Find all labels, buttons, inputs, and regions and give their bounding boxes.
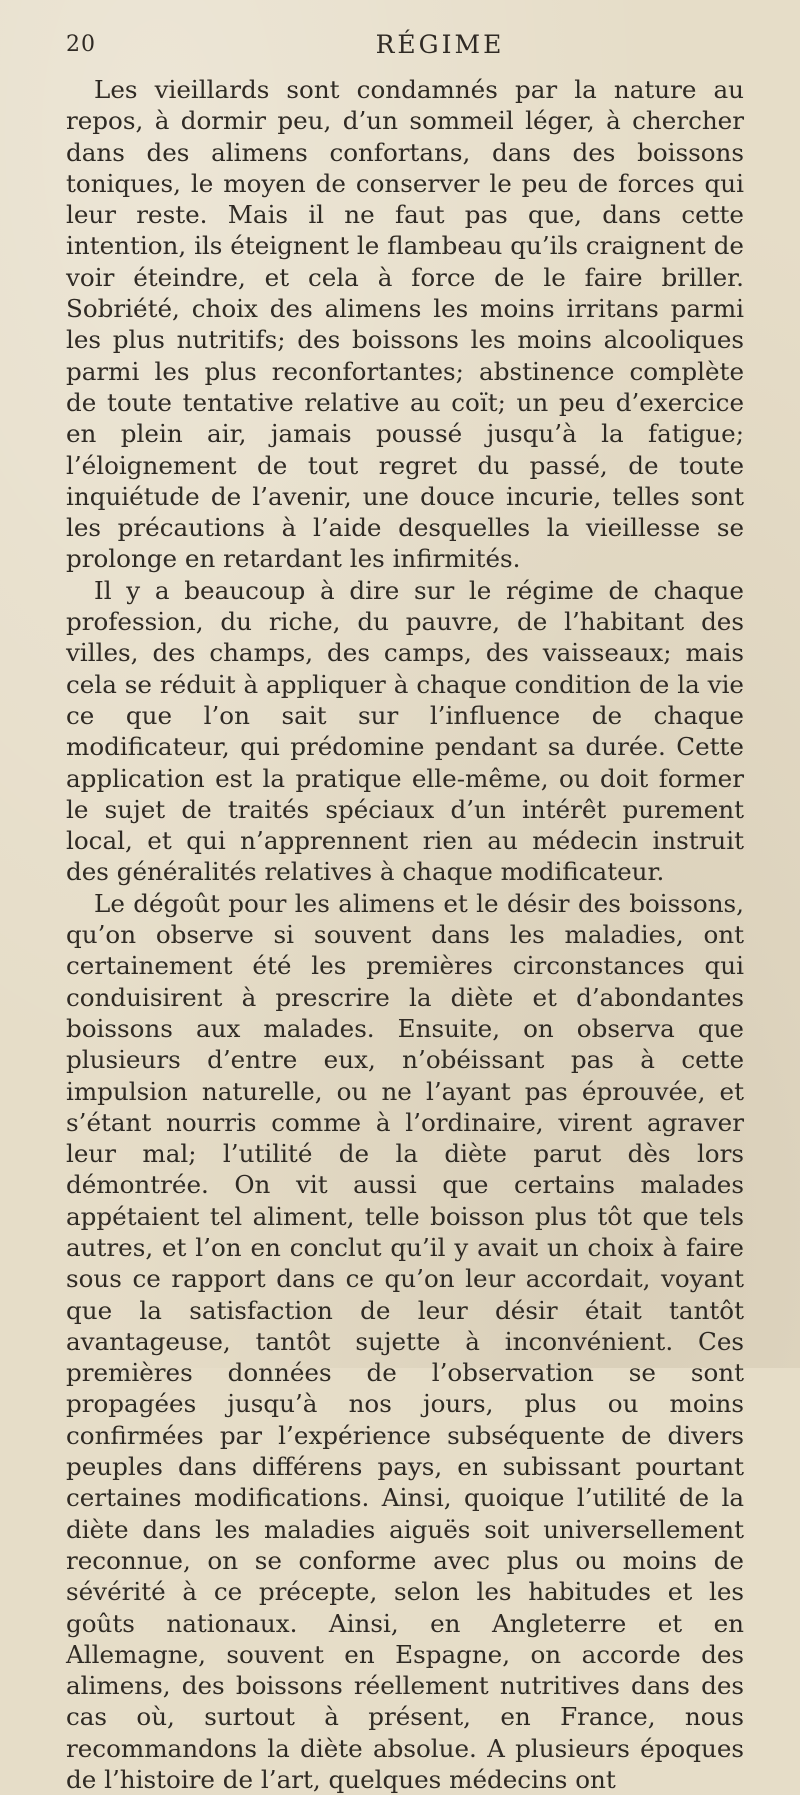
page-number: 20 (66, 32, 96, 57)
body-text (66, 74, 744, 1795)
paragraph-3: Le dégoût pour les alimens et le désir des boissons, qu’on observe si souvent dans les maladies, ont certainement été les premières circonstances qui conduisirent à prescrire la diète et d’abondantes boissons aux malades. Ensuite, on observa que plusieurs d’entre eux, n’obéissant pas à cette impulsion naturelle, ou ne l’ayant pas éprouvée, et s’étant nourris comme à l’ordinaire, virent agraver leur mal; l’utilité de la diète parut dès lors démontrée. On vit aussi que certains malades appétaient tel aliment, telle boisson plus tôt que tels autres, et l’on en conclut qu’il y avait un choix à faire sous ce rapport dans ce qu’on leur accordait, voyant que la satisfaction de leur désir était tantôt avantageuse, tantôt sujette à inconvénient. Ces premières données de l’observation se sont propagées jusqu’à nos jours, plus ou moins confirmées par l’expérience subséquente de divers peuples dans différens pays, en subissant pourtant certaines modifications. Ainsi, quoique l’utilité de la diète dans les maladies aiguës soit universellement reconnue, on se conforme avec plus ou moins de sévérité à ce précepte, selon les habitudes et les goûts nationaux. Ainsi, en Angleterre et en Allemagne, souvent en Espagne, on accorde des alimens, des boissons réellement nutritives dans des cas où, surtout à présent, en France, nous recommandons la diète absolue. A plusieurs époques de l’histoire de l’art, quelques médecins ont (66, 888, 744, 1795)
paragraph-2: Il y a beaucoup à dire sur le régime de chaque profession, du riche, du pauvre, de l’habitant des villes, des champs, des camps, des vaisseaux; mais cela se réduit à appliquer à chaque condition de la vie ce que l’on sait sur l’influence de chaque modificateur, qui prédomine pendant sa durée. Cette application est la pratique elle-même, ou doit former le sujet de traités spéciaux d’un intérêt purement local, et qui n’apprennent rien au médecin instruit des généralités relatives à chaque modificateur. (66, 575, 744, 887)
paragraph-1: Les vieillards sont condamnés par la nature au repos, à dormir peu, d’un sommeil léger, à chercher dans des alimens confortans, dans des boissons toniques, le moyen de conserver le peu de forces qui leur reste. Mais il ne faut pas que, dans cette intention, ils éteignent le flambeau qu’ils craignent de voir éteindre, et cela à force de le faire briller. Sobriété, choix des alimens les moins irritans parmi les plus nutritifs; des boissons les moins alcooliques parmi les plus reconfortantes; abstinence complète de toute tentative relative au coït; un peu d’exercice en plein air, jamais poussé jusqu’à la fatigue; l’éloignement de tout regret du passé, de toute inquiétude de l’avenir, une douce incurie, telles sont les précautions à l’aide desquelles la vieillesse se prolonge en retardant les infirmités. (66, 75, 744, 574)
page-header (66, 28, 744, 62)
running-head: RÉGIME (375, 30, 505, 59)
